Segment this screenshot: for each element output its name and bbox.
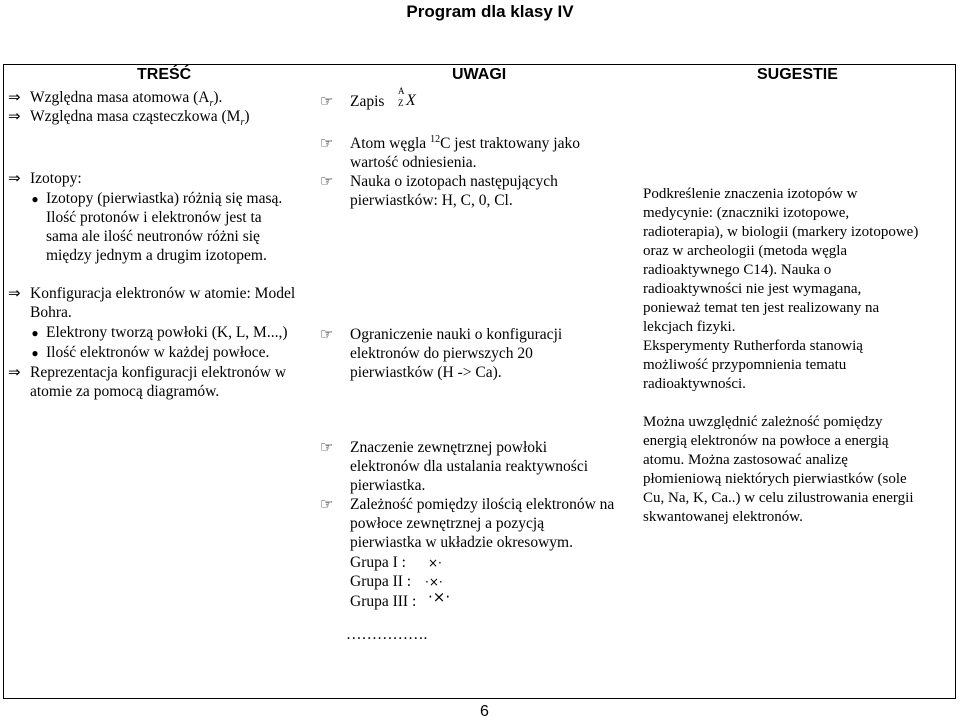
suggestion-line: radioaktywności. <box>643 376 746 392</box>
pointing-hand-icon: ☞ <box>320 438 334 456</box>
electron-diagram: ·×· <box>425 575 443 589</box>
header-uwagi: UWAGI <box>452 66 507 83</box>
note-line: ☞ Zapis <box>320 92 385 110</box>
content-line: ● Izotopy (pierwiastka) różnią się masą. <box>24 189 282 209</box>
note-line: elektronów dla ustalania reaktywności <box>350 458 589 475</box>
note-line: ☞ Znaczenie zewnętrznej powłoki <box>320 438 548 456</box>
arrow-icon: ⇒ <box>8 88 21 106</box>
suggestion-line: radioterapia), w biologii (markery izotopowe) <box>643 224 919 240</box>
note-line: pierwiastka. <box>350 477 426 494</box>
suggestion-line: radioaktywnego C14). Nauka o <box>643 262 832 278</box>
suggestion-line: lekcjach fizyki. <box>643 319 736 335</box>
arrow-icon: ⇒ <box>8 169 21 187</box>
electron-diagram: ×· <box>428 556 442 570</box>
note-line: pierwiastków: H, C, 0, Cl. <box>350 192 513 209</box>
content-line: między jednym a drugim izotopem. <box>46 247 267 264</box>
note-line: ☞ Ograniczenie nauki o konfiguracji <box>320 325 563 343</box>
content-line: Bohra. <box>30 304 72 321</box>
arrow-icon: ⇒ <box>8 284 21 302</box>
electron-diagram: ·×· <box>428 588 451 606</box>
arrow-icon: ⇒ <box>8 363 21 381</box>
suggestion-line: Można uwzględnić zależność pomiędzy <box>643 414 883 430</box>
suggestion-line: Eksperymenty Rutherforda stanowią <box>643 338 863 354</box>
note-line: ☞ Zależność pomiędzy ilością elektronów na <box>320 495 615 513</box>
element-symbol: X <box>406 92 416 109</box>
pointing-hand-icon: ☞ <box>320 172 334 190</box>
content-line: ⇒ Względna masa atomowa $(A_r)$. <box>8 88 223 110</box>
content-line: Ilość protonów i elektronów jest ta <box>46 209 262 226</box>
suggestion-line: możliwość przypomnienia tematu <box>643 357 847 373</box>
content-line: sama ale ilość neutronów różni się <box>46 228 260 245</box>
header-sugestie: SUGESTIE <box>757 66 838 83</box>
content-line: ⇒ Konfiguracja elektronów w atomie: Model <box>8 284 296 302</box>
content-line: ⇒ Izotopy: <box>8 169 82 187</box>
page-title: Program dla klasy IV <box>406 2 574 21</box>
isotope-mass-symbol: A <box>398 86 405 96</box>
pointing-hand-icon: ☞ <box>320 495 334 513</box>
content-line: ⇒ Reprezentacja konfiguracji elektronów w <box>8 363 287 381</box>
suggestion-line: medycynie: (znaczniki izotopowe, <box>643 205 850 221</box>
header-tresc: TREŚĆ <box>137 66 192 83</box>
suggestion-line: płomieniową niektórych pierwiastków (sole <box>643 471 907 487</box>
bullet-icon: ● <box>31 192 39 206</box>
pointing-hand-icon: ☞ <box>320 92 334 110</box>
note-line: wartość odniesienia. <box>350 154 477 171</box>
content-line: ⇒ Względna masa cząsteczkowa $(M_r)$ <box>8 107 250 129</box>
suggestion-line: atomu. Można zastosować analizę <box>643 452 848 468</box>
arrow-icon: ⇒ <box>8 107 21 125</box>
note-line: ☞ Atom węgla $^{12}$C jest traktowany jako <box>320 133 580 152</box>
bullet-icon: ● <box>31 346 39 360</box>
note-line: elektronów do pierwszych 20 <box>350 345 533 362</box>
content-line: ● Ilość elektronów w każdej powłoce. <box>24 343 269 363</box>
content-line: atomie za pomocą diagramów. <box>30 383 220 400</box>
group-label: Grupa I : <box>350 554 406 571</box>
ellipsis-line: ……………. <box>346 626 428 643</box>
page-number: 6 <box>480 703 489 720</box>
note-line: pierwiastka w układzie okresowym. <box>350 534 573 551</box>
suggestion-line: radioaktywności nie jest wymagana, <box>643 281 862 297</box>
suggestion-line: oraz w archeologii (metoda węgla <box>643 243 848 259</box>
suggestion-line: ponieważ temat ten jest realizowany na <box>643 300 880 316</box>
suggestion-line: Cu, Na, K, Ca..) w celu zilustrowania energii <box>643 490 914 506</box>
note-line: powłoce zewnętrznej a pozycją <box>350 515 545 532</box>
suggestion-line: energią elektronów na powłoce a energią <box>643 433 889 449</box>
content-line: ● Elektrony tworzą powłoki (K, L, M...,) <box>24 323 288 343</box>
group-label: Grupa III : <box>350 593 417 610</box>
pointing-hand-icon: ☞ <box>320 134 334 152</box>
suggestion-line: Podkreślenie znaczenia izotopów w <box>643 186 858 202</box>
isotope-number-symbol: Z <box>398 98 404 108</box>
pointing-hand-icon: ☞ <box>320 325 334 343</box>
note-line: pierwiastków (H -> Ca). <box>350 364 502 381</box>
group-label: Grupa II : <box>350 573 412 590</box>
bullet-icon: ● <box>31 326 39 340</box>
suggestion-line: skwantowanej elektronów. <box>643 509 803 525</box>
note-line: ☞ Nauka o izotopach następujących <box>320 172 558 190</box>
